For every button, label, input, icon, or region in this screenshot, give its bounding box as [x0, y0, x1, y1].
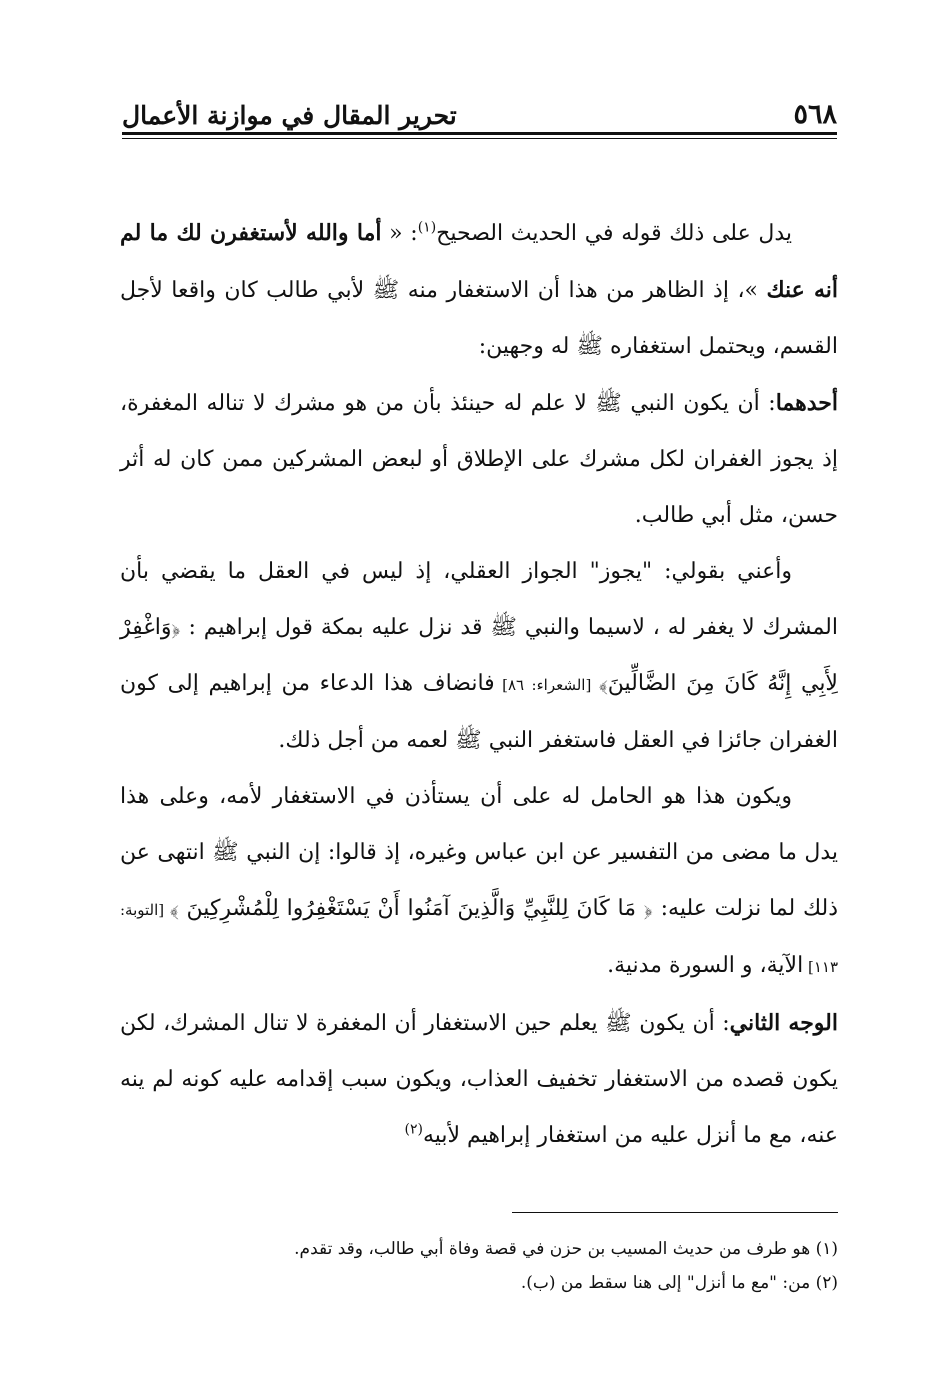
footnote-marker-1[interactable]: (١)	[417, 219, 437, 236]
paragraph-4	[120, 769, 838, 995]
second-aspect-label: الوجه الثاني	[729, 1010, 838, 1036]
header-rule-thin	[122, 138, 837, 139]
footnote-1: (١) هو طرف من حديث المسيب بن حزن في قصة وفاة أبي طالب، وقد تقدم.	[294, 1239, 838, 1259]
paragraph-1	[120, 205, 838, 375]
main-text	[120, 205, 838, 1164]
quran-verse-at-tawbah: ﴿ مَا كَانَ لِلنَّبِيِّ وَالَّذِينَ آمَنُوا أَنْ يَسْتَغْفِرُوا لِلْمُشْرِكِينَ ﴾	[169, 896, 653, 921]
footnote-marker-2[interactable]: (٢)	[404, 1121, 423, 1138]
paragraph-3-text-a: وأعني بقولي: "يجوز" الجواز العقلي، إذ ليس في العقل ما يقضي بأن المشرك لا يغفر له ، لاسيما والنبي ﷺ قد نزل عليه بمكة قول إبراهيم :	[120, 559, 838, 640]
footnotes	[120, 1232, 838, 1300]
paragraph-4-text-a: ويكون هذا هو الحامل له على أن يستأذن في الاستغفار لأمه، وعلى هذا يدل ما مضى من التفسير عن ابن عباس وغيره، إذ قالوا: إن النبي ﷺ انتهى عن ذلك لما نزلت عليه:	[120, 784, 839, 921]
book-title: تحرير المقال في موازنة الأعمال	[122, 101, 457, 130]
paragraph-2-text: : أن يكون النبي ﷺ لا علم له حينئذ بأن من هو مشرك لا تناله المغفرة، إذ يجوز الغفران لكل مشرك على الإطلاق أو لبعض المشركين ممن كان له أثر حسن، مثل أبي طالب.	[120, 391, 838, 528]
paragraph-1-text-b: : «	[381, 221, 418, 246]
paragraph-3	[120, 544, 838, 769]
quran-verse-ash-shuara: ﴿وَاغْفِرْ لِأَبِي إِنَّهُ كَانَ مِنَ الضَّالِّينَ﴾	[120, 615, 838, 696]
paragraph-5-text: : أن يكون ﷺ يعلم حين الاستغفار أن المغفرة لا تنال المشرك، لكن يكون قصده من الاستغفار تخفيف العذاب، ويكون سبب إقدامه عليه كونه لم ينه عنه، مع ما أنزل عليه من استغفار إبراهيم لأبيه	[120, 1011, 838, 1148]
paragraph-2	[120, 375, 838, 544]
page-header	[122, 88, 837, 128]
verse-reference-at-tawbah: [التوبة: ١١٣]	[120, 901, 838, 976]
paragraph-1-text-a: يدل على ذلك قوله في الحديث الصحيح	[436, 221, 793, 246]
paragraph-5	[120, 995, 838, 1164]
page-number: ٥٦٨	[793, 99, 837, 130]
paragraph-4-text-b: الآية، و السورة مدنية.	[607, 953, 804, 978]
header-rule-thick	[122, 132, 837, 135]
hadith-quote: أما والله لأستغفرن لك ما لم أنه عنك	[120, 220, 838, 303]
paragraph-3-text-b: فانضاف هذا الدعاء من إبراهيم إلى كون الغفران جائزا في العقل فاستغفر النبي ﷺ لعمه من أجل ذلك.	[120, 671, 838, 753]
verse-reference-ash-shuara: [الشعراء: ٨٦]	[494, 676, 599, 694]
paragraph-1-text-c: »، إذ الظاهر من هذا أن الاستغفار منه ﷺ لأبي طالب كان واقعا لأجل القسم، ويحتمل استغفاره ﷺ له وجهين:	[120, 278, 838, 359]
first-aspect-label: أحدهما	[775, 390, 838, 416]
footnote-2: (٢) من: "مع ما أنزل" إلى هنا سقط من (ب).	[520, 1273, 838, 1293]
footnote-separator	[512, 1212, 838, 1213]
